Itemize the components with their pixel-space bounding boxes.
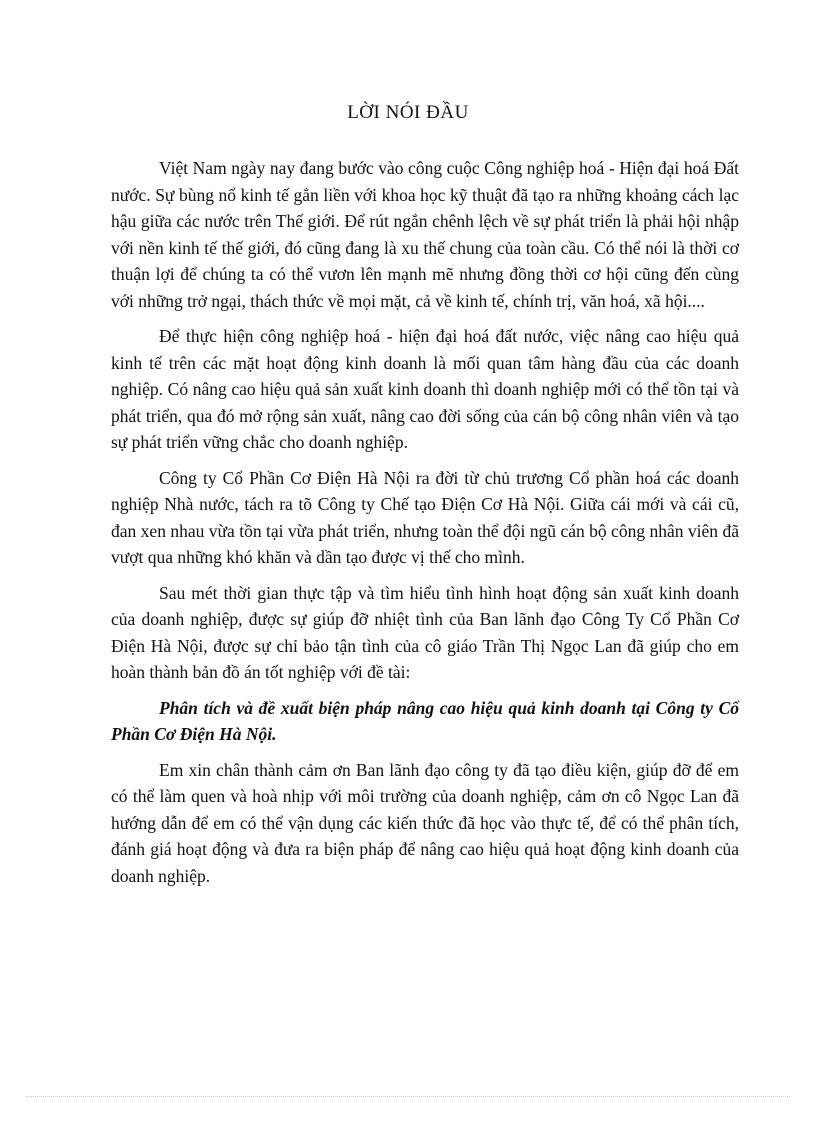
paragraph-1: Việt Nam ngày nay đang bước vào công cuộc Công nghiệp hoá - Hiện đại hoá Đất nước. Sự bùng nổ kinh tế gắn liền với khoa học kỹ thuật đã tạo ra những khoảng cách lạc hậu giữa các nước trên Thế giới. Để rút ngắn chênh lệch về sự phát triển là phải hội nhập với nền kinh tế thế giới, đó cũng đang là xu thế chung của toàn cầu. Có thể nói là thời cơ thuận lợi để chúng ta có thể vươn lên mạnh mẽ nhưng đồng thời cơ hội cũng đến cùng với những trở ngại, thách thức về mọi mặt, cả về kinh tế, chính trị, văn hoá, xã hội.... bbox=[111, 158, 739, 311]
closing-paragraph: Em xin chân thành cảm ơn Ban lãnh đạo công ty đã tạo điều kiện, giúp đỡ để em có thể làm quen và hoà nhịp với môi trường của doanh nghiệp, cảm ơn cô Ngọc Lan đã hướng dẫn để em có thể vận dụng các kiến thức đã học vào thực tế, để có thể phân tích, đánh giá hoạt động và đưa ra biện pháp để nâng cao hiệu quả hoạt động kinh doanh của doanh nghiệp. bbox=[111, 759, 739, 886]
document-title: LỜI NÓI ĐẦU bbox=[347, 102, 469, 123]
paragraph-3: Công ty Cổ Phần Cơ Điện Hà Nội ra đời từ chủ trương Cổ phần hoá các doanh nghiệp Nhà nước, tách ra tõ Công ty Chế tạo Điện Cơ Hà Nội. Giữa cái mới và cái cũ, đan xen nhau vừa tồn tại vừa phát triển, nhưng toàn thể đội ngũ cán bộ công nhân viên đã vượt qua những khó khăn và dần tạo được vị thế cho mình. bbox=[111, 467, 739, 567]
footer-divider bbox=[26, 1096, 790, 1097]
document-body bbox=[111, 155, 739, 898]
paragraph-4: Sau mét thời gian thực tập và tìm hiểu tình hình hoạt động sản xuất kinh doanh của doanh nghiệp, được sự giúp đỡ nhiệt tình của Ban lãnh đạo Công Ty Cổ Phần Cơ Điện Hà Nội, được sự chỉ bảo tận tình của cô giáo Trần Thị Ngọc Lan đã giúp cho em hoàn thành bản đồ án tốt nghiệp với đề tài: bbox=[111, 582, 739, 682]
thesis-topic: Phân tích và đề xuất biện pháp nâng cao hiệu quả kinh doanh tại Công ty Cổ Phần Cơ Điện Hà Nội. bbox=[111, 697, 739, 744]
paragraph-2: Để thực hiện công nghiệp hoá - hiện đại hoá đất nước, việc nâng cao hiệu quả kinh tế trên các mặt hoạt động kinh doanh là mối quan tâm hàng đầu của các doanh nghiệp. Có nâng cao hiệu quả sản xuất kinh doanh thì doanh nghiệp mới có thể tồn tại và phát triển, qua đó mở rộng sản xuất, nâng cao đời sống của cán bộ công nhân viên và tạo sự phát triển vững chắc cho doanh nghiệp. bbox=[111, 326, 739, 452]
